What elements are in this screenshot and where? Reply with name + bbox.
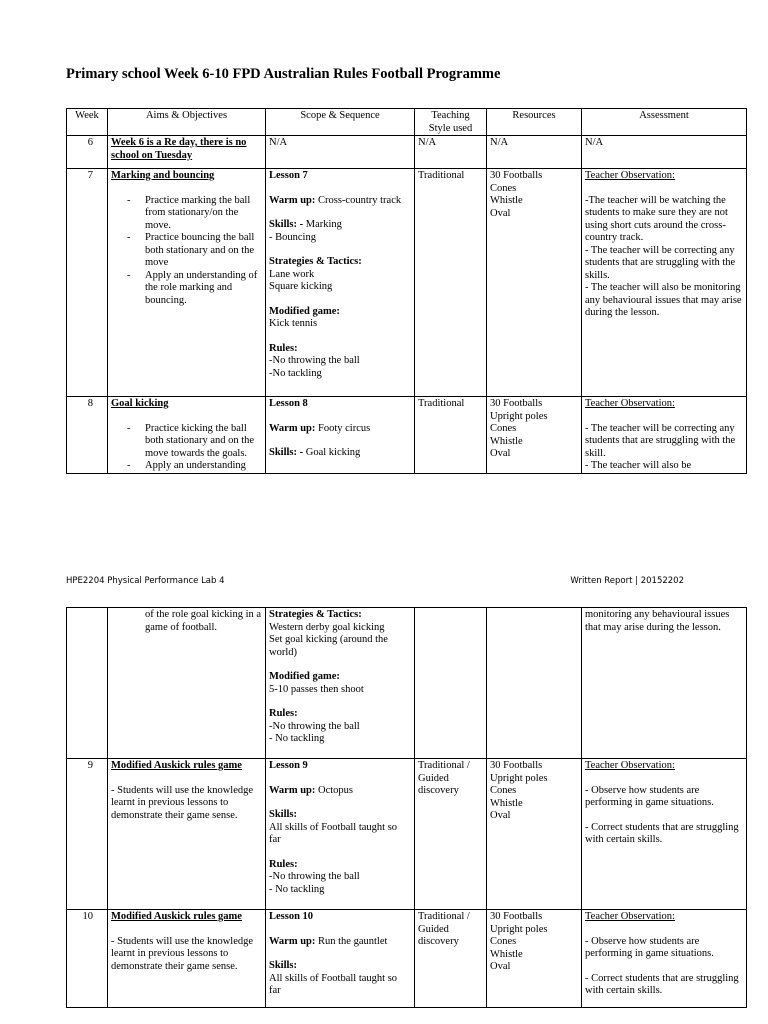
assessment-cell: Teacher Observation: - Observe how students are performing in game situations. - Correct students that are struggling with certain skills. [582, 759, 747, 910]
assessment-cell: Teacher Observation: - Observe how students are performing in game situations. - Correct students that are struggling with certain skills. [582, 910, 747, 1008]
page-header-right: Written Report | 20152202 [570, 576, 684, 586]
scope-cell: Lesson 7 Warm up: Cross-country track Skills: - Marking - Bouncing Strategies & Tactics: Lane work Square kicking Modified game: Kick tennis Rules: -No throwing the ball -No tackling [266, 169, 415, 397]
list-item: - Practice marking the ball from stationary/on the move. [127, 195, 262, 233]
header-assessment: Assessment [582, 109, 747, 136]
list-item: - Practice kicking the ball both stationary and on the move towards the goals. [127, 423, 262, 461]
header-aims: Aims & Objectives [108, 109, 266, 136]
aims-cell: Modified Auskick rules game - Students will use the knowledge learnt in previous lessons to demonstrate their game sense. [108, 759, 266, 910]
teaching-cell: Traditional [415, 169, 487, 397]
week-cell: 7 [67, 169, 108, 397]
aims-list [111, 423, 262, 473]
aims-cell: Week 6 is a Re day, there is no school on Tuesday [108, 136, 266, 169]
resources-cell: 30 Footballs Upright poles Cones Whistle Oval [487, 910, 582, 1008]
aims-cell: Modified Auskick rules game - Students will use the knowledge learnt in previous lessons to demonstrate their game sense. [108, 910, 266, 1008]
table-row-week-7 [67, 169, 747, 397]
resources-cell [487, 608, 582, 759]
table-header-row [67, 109, 747, 136]
resources-cell: 30 Footballs Cones Whistle Oval [487, 169, 582, 397]
scope-cell: Lesson 10 Warm up: Run the gauntlet Skills: All skills of Football taught so far [266, 910, 415, 1008]
week-cell: 9 [67, 759, 108, 910]
table-row-week-8 [67, 397, 747, 474]
resources-cell: 30 Footballs Upright poles Cones Whistle Oval [487, 759, 582, 910]
header-teaching: Teaching Style used [415, 109, 487, 136]
programme-table-part-2 [66, 607, 747, 1008]
assessment-cell: Teacher Observation: -The teacher will be watching the students to make sure they are not using short cuts around the cross-country track. - The teacher will be correcting any students that are struggling with the skills. - The teacher will also be monitoring any behavioural issues that may arise during the lesson. [582, 169, 747, 397]
teaching-cell [415, 608, 487, 759]
assessment-cell: monitoring any behavioural issues that may arise during the lesson. [582, 608, 747, 759]
resources-cell: N/A [487, 136, 582, 169]
header-week: Week [67, 109, 108, 136]
aims-cell: of the role goal kicking in a game of football. [108, 608, 266, 759]
table-row-week-9 [67, 759, 747, 910]
scope-cell: N/A [266, 136, 415, 169]
aims-cell: Goal kicking - Practice kicking the ball both stationary and on the move towards the goals. - Apply an understanding [108, 397, 266, 474]
table-row-week-10 [67, 910, 747, 1008]
assessment-cell: Teacher Observation: - The teacher will be correcting any students that are struggling with the skill. - The teacher will also be [582, 397, 747, 474]
table-row-week-8-cont [67, 608, 747, 759]
list-item: - Apply an understanding of the role marking and bouncing. [127, 270, 262, 308]
scope-cell: Lesson 9 Warm up: Octopus Skills: All skills of Football taught so far Rules: -No throwing the ball - No tackling [266, 759, 415, 910]
list-item: - Apply an understanding [127, 460, 262, 473]
week-cell: 10 [67, 910, 108, 1008]
resources-cell: 30 Footballs Upright poles Cones Whistle Oval [487, 397, 582, 474]
programme-table-part-1 [66, 108, 747, 474]
aims-list [111, 195, 262, 308]
list-item: - Practice bouncing the ball both stationary and on the move [127, 232, 262, 270]
teaching-cell: Traditional / Guided discovery [415, 910, 487, 1008]
week-cell: 8 [67, 397, 108, 474]
week-cell [67, 608, 108, 759]
aims-cell: Marking and bouncing - Practice marking the ball from stationary/on the move. - Practice bouncing the ball both stationary and on the move - Apply an understanding of the role marking and bouncing. [108, 169, 266, 397]
header-resources: Resources [487, 109, 582, 136]
teaching-cell: Traditional / Guided discovery [415, 759, 487, 910]
teaching-cell: Traditional [415, 397, 487, 474]
teaching-cell: N/A [415, 136, 487, 169]
document-title: Primary school Week 6-10 FPD Australian Rules Football Programme [66, 66, 501, 82]
assessment-cell: N/A [582, 136, 747, 169]
scope-cell: Lesson 8 Warm up: Footy circus Skills: - Goal kicking [266, 397, 415, 474]
scope-cell: Strategies & Tactics: Western derby goal kicking Set goal kicking (around the world) Modified game: 5-10 passes then shoot Rules: -No throwing the ball - No tackling [266, 608, 415, 759]
table-row-week-6 [67, 136, 747, 169]
page-header-left: HPE2204 Physical Performance Lab 4 [66, 576, 225, 586]
week-cell: 6 [67, 136, 108, 169]
header-scope: Scope & Sequence [266, 109, 415, 136]
